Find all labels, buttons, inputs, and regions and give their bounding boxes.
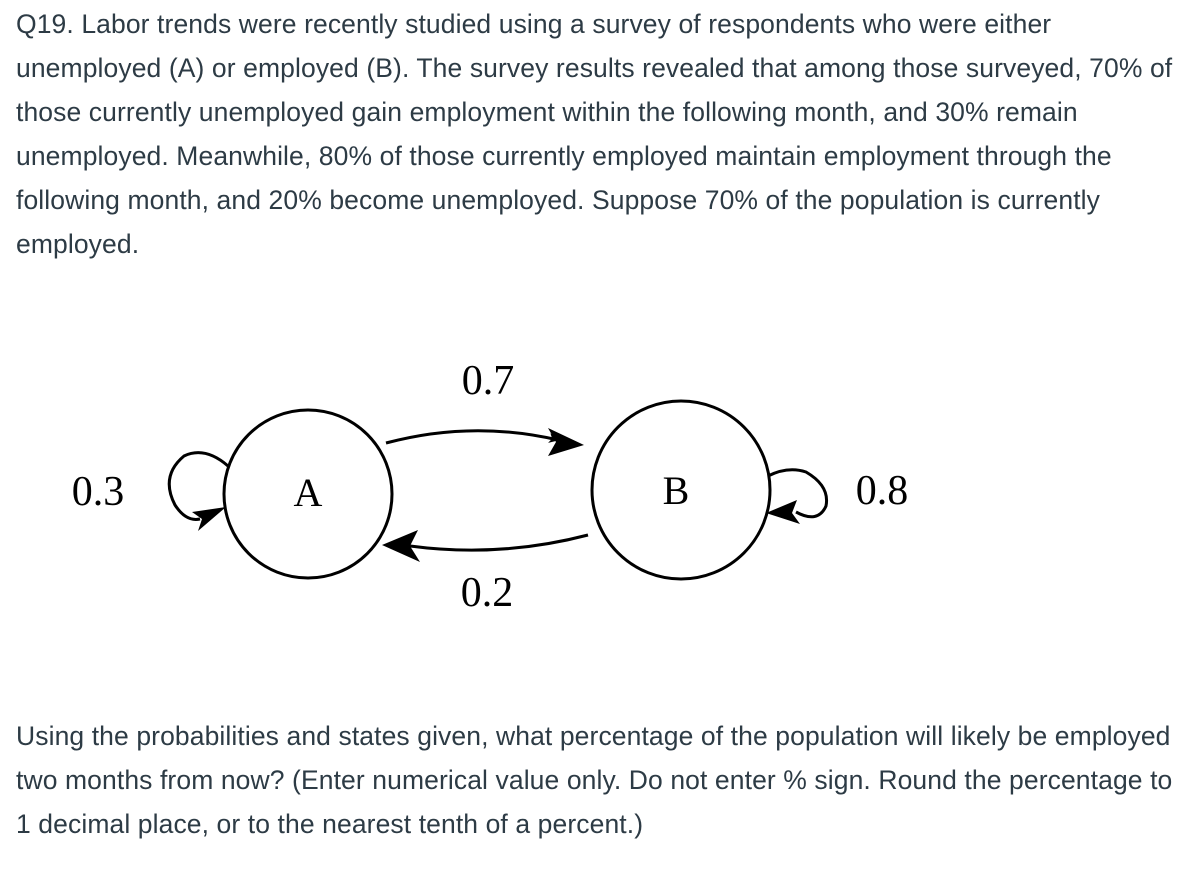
transition-arrow-b-to-a (410, 535, 588, 550)
self-loop-label-a: 0.3 (71, 469, 125, 515)
state-b-label: B (662, 468, 690, 513)
arrowhead-a-to-b (548, 428, 584, 456)
prompt-text: Using the probabilities and states given, what percentage of the population will likely be employed two months from now? (Enter numerical value only. Do not enter % sign. Round the percentage to 1 decimal place, or to the nearest tenth of a percent.) (16, 721, 1173, 839)
transition-label-a-to-b: 0.7 (461, 358, 515, 404)
transition-arrow-a-to-b (386, 431, 558, 443)
question-text: Q19. Labor trends were recently studied using a survey of respondents who were either unemployed (A) or employed (B). The survey results revealed that among those surveyed, 70% of those currently unemployed gain employment within the following month, and 30% remain unemployed. Meanwhile, 80% of those currently employed maintain employment through the following month, and 20% become unemployed. Suppose 70% of the population is currently employed. (16, 9, 1173, 259)
arrowhead-self-loop-b (766, 500, 800, 524)
self-loop-label-b: 0.8 (855, 468, 909, 514)
transition-label-b-to-a: 0.2 (460, 570, 514, 616)
state-a-label: A (293, 470, 323, 515)
